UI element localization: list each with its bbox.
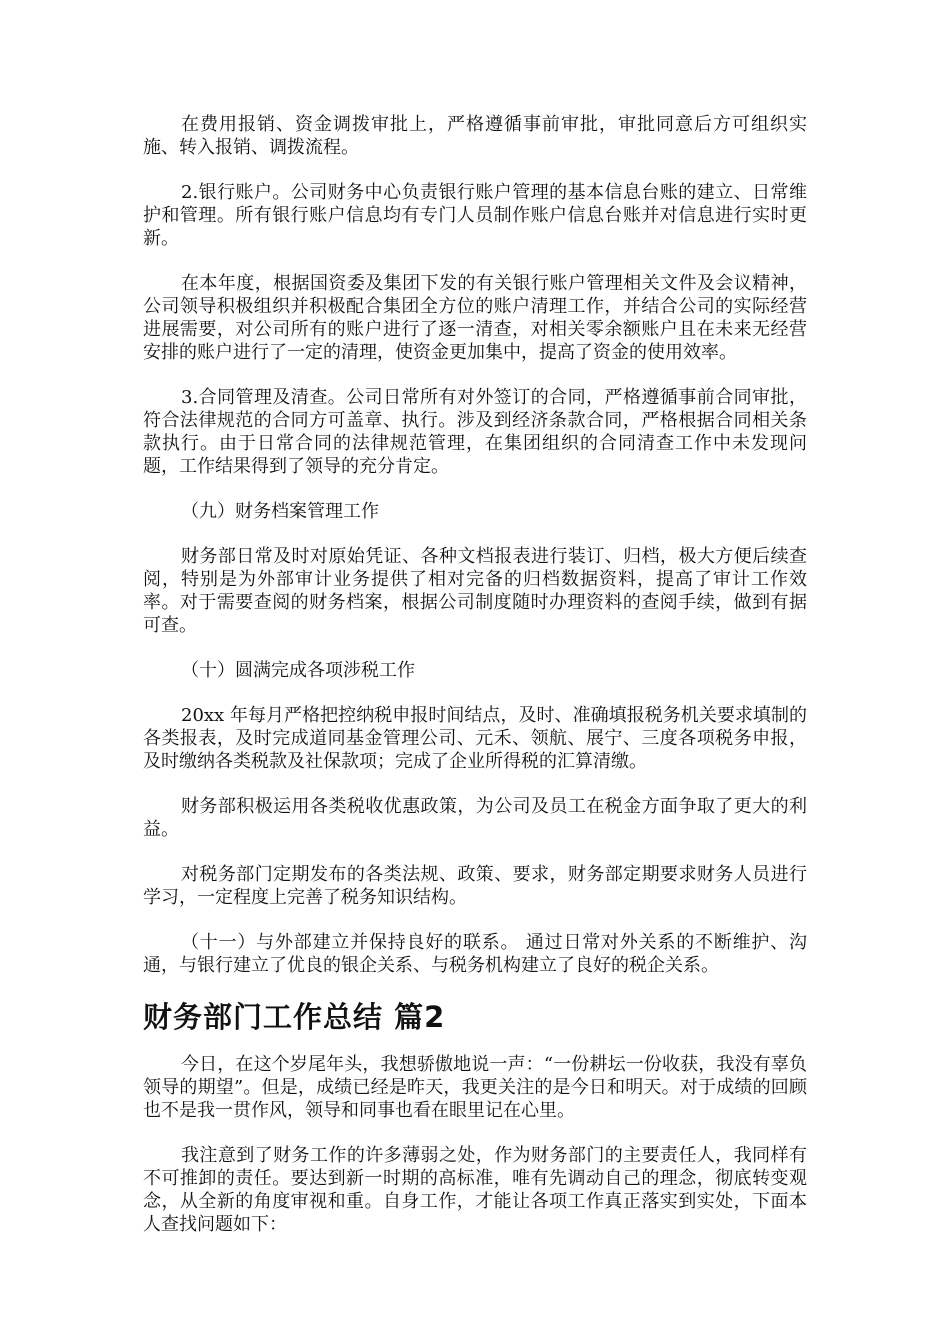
document-body (143, 113, 807, 1258)
paragraph-external-relations: （十一）与外部建立并保持良好的联系。 通过日常对外关系的不断维护、沟通，与银行建立了优良的银企关系、与税务机构建立了良好的税企关系。 (143, 932, 807, 976)
subheading-tax-work: （十）圆满完成各项涉税工作 (181, 660, 415, 681)
paragraph-tax-filing: 20xx 年每月严格把控纳税申报时间结点，及时、准确填报税务机关要求填制的各类报表，及时完成道同基金管理公司、元禾、领航、展宁、三度各项税务申报，及时缴纳各类税款及社保款项；完成了企业所得税的汇算清缴。 (143, 705, 807, 772)
paragraph-account-cleanup: 在本年度，根据国资委及集团下发的有关银行账户管理相关文件及会议精神，公司领导积极组织并积极配合集团全方位的账户清理工作，并结合公司的实际经营进展需要，对公司所有的账户进行了逐一清查，对相关零余额账户且在未来无经营安排的账户进行了一定的清理，使资金更加集中，提高了资金的使用效率。 (143, 273, 807, 363)
paragraph-contract-management: 3.合同管理及清查。公司日常所有对外签订的合同，严格遵循事前合同审批，符合法律规范的合同方可盖章、执行。涉及到经济条款合同，严格根据合同相关条款执行。由于日常合同的法律规范管理，在集团组织的合同清查工作中未发现问题，工作结果得到了领导的充分肯定。 (143, 387, 807, 477)
paragraph-bank-accounts: 2.银行账户。公司财务中心负责银行账户管理的基本信息台账的建立、日常维护和管理。所有银行账户信息均有专门人员制作账户信息台账并对信息进行实时更新。 (143, 182, 807, 249)
paragraph-year-end-reflection: 今日，在这个岁尾年头，我想骄傲地说一声：“一份耕坛一份收获，我没有辜负领导的期望”。但是，成绩已经是昨天，我更关注的是今日和明天。对于成绩的回顾也不是我一贯作风，领导和同事也看在眼里记在心里。 (143, 1054, 807, 1121)
paragraph-expense-approval: 在费用报销、资金调拨审批上，严格遵循事前审批，审批同意后方可组织实施、转入报销、调拨流程。 (143, 114, 807, 158)
section-title: 财务部门工作总结 篇2 (143, 1000, 446, 1034)
paragraph-tax-incentives: 财务部积极运用各类税收优惠政策，为公司及员工在税金方面争取了更大的利益。 (143, 796, 807, 840)
paragraph-tax-training: 对税务部门定期发布的各类法规、政策、要求，财务部定期要求财务人员进行学习，一定程度上完善了税务知识结构。 (143, 864, 807, 908)
paragraph-weaknesses: 我注意到了财务工作的许多薄弱之处，作为财务部门的主要责任人，我同样有不可推卸的责任。要达到新一时期的高标准，唯有先调动自己的理念，彻底转变观念，从全新的角度审视和重。自身工作，才能让各项工作真正落实到实处，下面本人查找问题如下： (143, 1145, 807, 1235)
paragraph-archive-management: 财务部日常及时对原始凭证、各种文档报表进行装订、归档，极大方便后续查阅，特别是为外部审计业务提供了相对完备的归档数据资料，提高了审计工作效率。对于需要查阅的财务档案，根据公司制度随时办理资料的查阅手续，做到有据可查。 (143, 546, 807, 636)
subheading-archive-management: （九）财务档案管理工作 (181, 501, 379, 522)
